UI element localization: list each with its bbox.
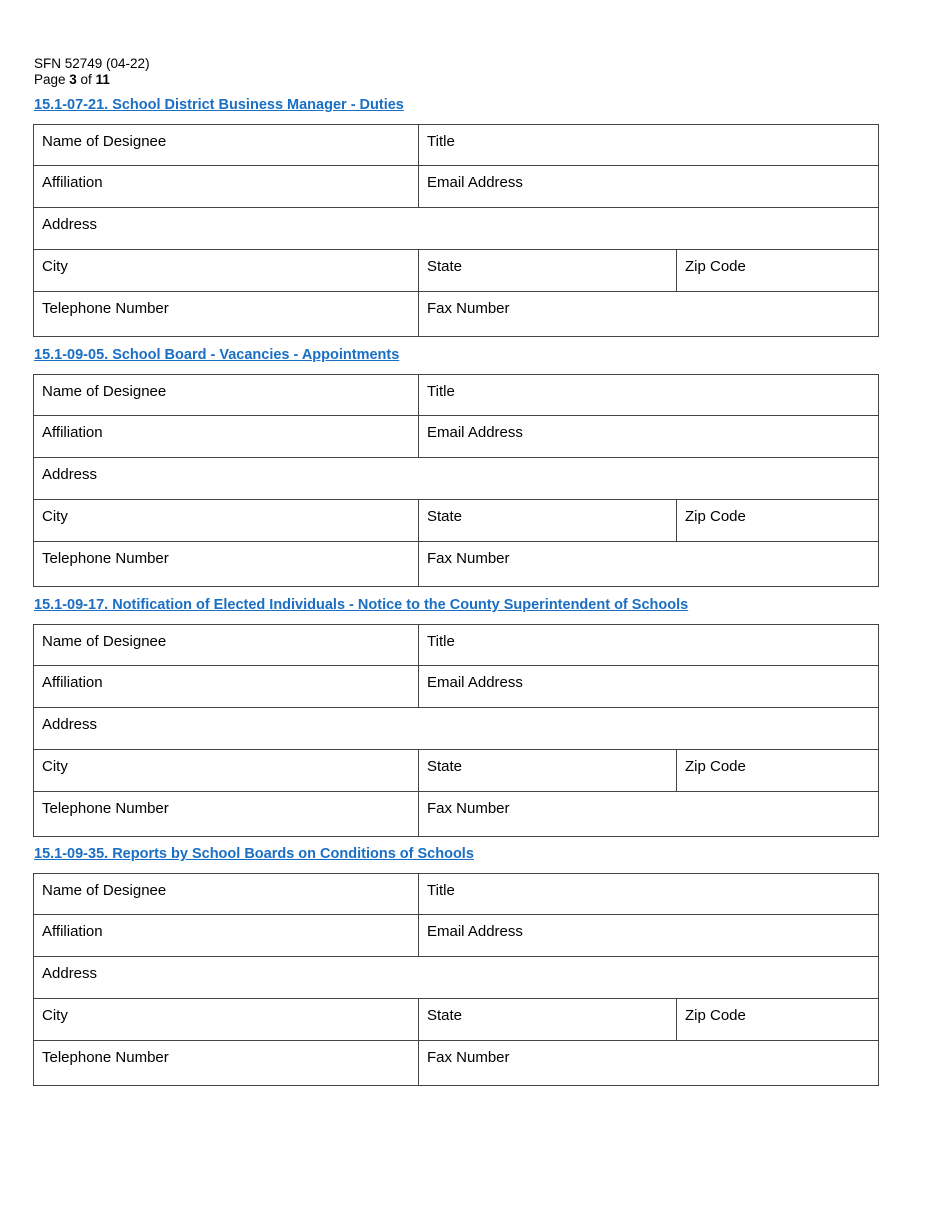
telephone-number-field[interactable]: Telephone Number (42, 300, 169, 317)
fax-number-field[interactable]: Fax Number (418, 792, 878, 836)
name-of-designee-field[interactable]: Name of Designee (42, 383, 167, 400)
section-link-school-conditions[interactable]: 15.1-09-35. Reports by School Boards on Conditions of Schools (34, 846, 474, 862)
city-field[interactable]: City (42, 1007, 68, 1024)
zip-code-field[interactable]: Zip Code (676, 250, 878, 291)
affiliation-field[interactable]: Affiliation (42, 174, 103, 191)
address-field[interactable]: Address (42, 965, 98, 982)
page-prefix: Page (34, 72, 70, 87)
address-field[interactable]: Address (42, 466, 98, 483)
email-address-field[interactable]: Email Address (418, 915, 878, 956)
email-address-field[interactable]: Email Address (418, 666, 878, 707)
designee-form-board-vacancies (33, 374, 879, 587)
name-of-designee-field[interactable]: Name of Designee (42, 133, 167, 150)
page-total: 11 (95, 72, 110, 87)
city-field[interactable]: City (42, 508, 68, 525)
designee-form-school-conditions (33, 873, 879, 1086)
fax-number-field[interactable]: Fax Number (418, 1041, 878, 1085)
designee-form-business-manager (33, 124, 879, 337)
fax-number-field[interactable]: Fax Number (418, 542, 878, 586)
address-field[interactable]: Address (42, 216, 98, 233)
title-field[interactable]: Title (418, 125, 878, 165)
title-field[interactable]: Title (418, 874, 878, 914)
name-of-designee-field[interactable]: Name of Designee (42, 633, 167, 650)
zip-code-field[interactable]: Zip Code (676, 500, 878, 541)
telephone-number-field[interactable]: Telephone Number (42, 800, 169, 817)
telephone-number-field[interactable]: Telephone Number (42, 550, 169, 567)
affiliation-field[interactable]: Affiliation (42, 424, 103, 441)
address-field[interactable]: Address (42, 716, 98, 733)
telephone-number-field[interactable]: Telephone Number (42, 1049, 169, 1066)
title-field[interactable]: Title (418, 625, 878, 665)
page-current: 3 (69, 72, 77, 87)
email-address-field[interactable]: Email Address (418, 416, 878, 457)
state-field[interactable]: State (418, 500, 676, 541)
page-of: of (76, 72, 96, 87)
designee-form-elected-notification (33, 624, 879, 837)
section-link-elected-notification[interactable]: 15.1-09-17. Notification of Elected Individuals - Notice to the County Superintendent of Schools (34, 597, 689, 613)
affiliation-field[interactable]: Affiliation (42, 674, 103, 691)
fax-number-field[interactable]: Fax Number (418, 292, 878, 336)
page-indicator (34, 72, 110, 88)
state-field[interactable]: State (418, 750, 676, 791)
affiliation-field[interactable]: Affiliation (42, 923, 103, 940)
email-address-field[interactable]: Email Address (418, 166, 878, 207)
form-number: SFN 52749 (04-22) (34, 56, 150, 71)
title-field[interactable]: Title (418, 375, 878, 415)
state-field[interactable]: State (418, 999, 676, 1040)
city-field[interactable]: City (42, 258, 68, 275)
name-of-designee-field[interactable]: Name of Designee (42, 882, 167, 899)
section-link-board-vacancies[interactable]: 15.1-09-05. School Board - Vacancies - Appointments (34, 347, 400, 363)
state-field[interactable]: State (418, 250, 676, 291)
section-link-business-manager[interactable]: 15.1-07-21. School District Business Manager - Duties (34, 97, 404, 113)
zip-code-field[interactable]: Zip Code (676, 999, 878, 1040)
zip-code-field[interactable]: Zip Code (676, 750, 878, 791)
city-field[interactable]: City (42, 758, 68, 775)
